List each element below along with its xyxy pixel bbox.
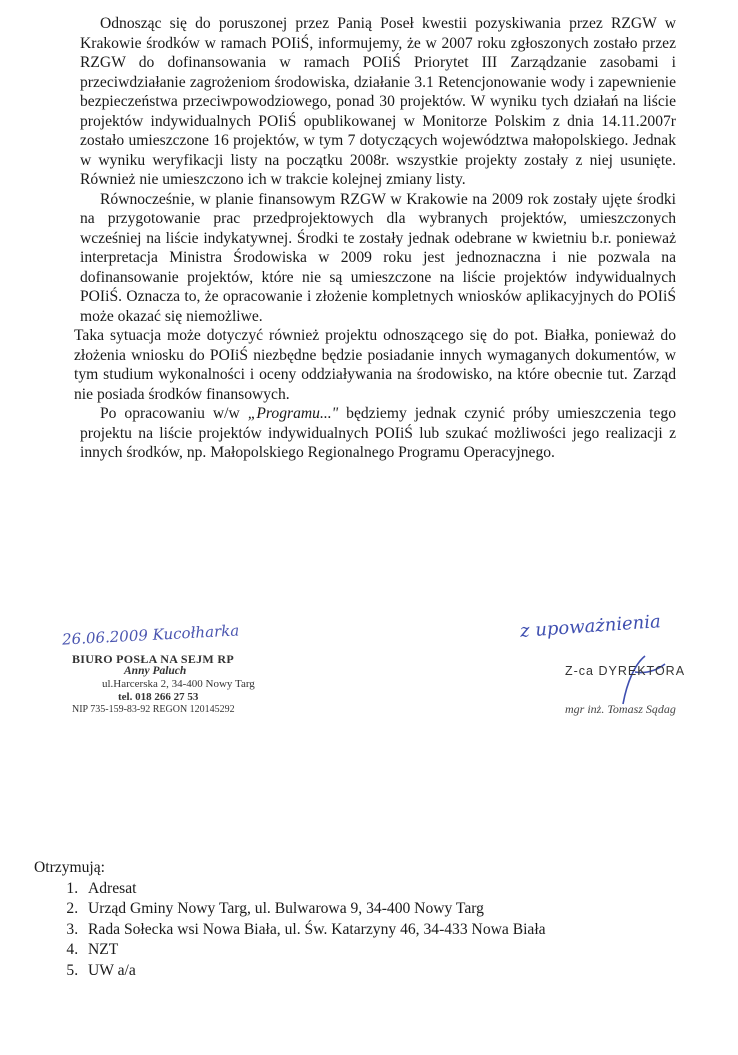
stamp-address: ul.Harcerska 2, 34-400 Nowy Targ [102, 678, 255, 690]
paragraph-4 [80, 404, 676, 463]
stamp-phone: tel. 018 266 27 53 [118, 691, 199, 703]
stamp-handwritten-note: 26.06.2009 Kucołharka [61, 621, 240, 649]
stamp-person-name: Anny Paluch [124, 665, 187, 677]
paragraph-1: Odnosząc się do poruszonej przez Panią Poseł kwestii pozyskiwania przez RZGW w Krakowie środków w ramach POIiŚ, informujemy, że w 2007 roku zgłoszonych zostało przez RZGW do dofinansowania w ramach POIiŚ Priorytet III Zarządzanie zasobami i przeciwdziałanie zagrożeniom środowiska, działanie 3.1 Retencjonowanie wody i zapewnienie bezpieczeństwa przeciwpowodziowego, ponad 30 projektów. W wyniku tych działań na liście projektów indywidualnych POIiŚ opublikowanej w Monitorze Polskim z dnia 14.11.2007r zostało umieszczone 16 projektów, w tym 7 dotyczących województwa małopolskiego. Jednak w wyniku weryfikacji listy na początku 2008r. wszystkie projekty zostały z niej usunięte. Również nie umieszczono ich w trakcie kolejnej zmiany listy. [80, 15, 676, 188]
director-title: Z-ca DYREKTORA [565, 664, 686, 678]
recipient-item: 4. NZT [82, 940, 546, 961]
director-name: mgr inż. Tomasz Sądag [565, 702, 676, 716]
paragraph-4-suffix: będziemy jednak czynić próby umieszczenia tego projektu na liście projektów indywidualnych POIiŚ lub szukać możliwości jego realizacji z innych środków, np. Małopolskiego Regionalnego Programu Operacyjnego. [80, 405, 676, 461]
paragraph-4-quote: „Programu..." [247, 405, 339, 422]
paragraph-4-prefix: Po opracowaniu w/w [100, 405, 248, 422]
recipient-item: 5. UW a/a [82, 961, 546, 982]
recipient-item: 2. Urząd Gminy Nowy Targ, ul. Bulwarowa 9, 34-400 Nowy Targ [82, 899, 546, 920]
signature-handwritten-note: z upoważnienia [519, 611, 662, 642]
stamp-nip-regon: NIP 735-159-83-92 REGON 120145292 [72, 704, 235, 715]
stamp-office-name: BIURO POSŁA NA SEJM RP [72, 652, 234, 666]
recipient-item: 3. Rada Sołecka wsi Nowa Biała, ul. Św. Katarzyny 46, 34-433 Nowa Biała [82, 920, 546, 941]
recipients-list [34, 879, 546, 982]
recipients-section [34, 858, 546, 981]
paragraph-2: Równocześnie, w planie finansowym RZGW w Krakowie na 2009 rok zostały ujęte środki na przygotowanie prac przedprojektowych dla wybranych projektów, umieszczonych wcześniej na liście indykatywnej. Środki te zostały jednak odebrane w kwietniu b.r. ponieważ interpretacja Ministra Środowiska w 2009 roku jest jednoznaczna i nie pozwala na dofinansowanie projektów, które nie są umieszczone na liście projektów indywidualnych POIiŚ. Oznacza to, że opracowanie i złożenie kompletnych wniosków aplikacyjnych do POIiŚ może okazać się niemożliwe. [80, 190, 676, 325]
recipients-heading: Otrzymują: [34, 859, 106, 876]
letter-body [74, 14, 676, 463]
paragraph-3: Taka sytuacja może dotyczyć również projektu odnoszącego się do pot. Białka, ponieważ do złożenia wniosku do POIiŚ niezbędne będzie posiadanie innych wymaganych dokumentów, w tym studium wykonalności i oceny oddziaływania na środowisko, na które obecnie tut. Zarząd nie posiada środków finansowych. [74, 327, 676, 403]
recipient-item: 1. Adresat [82, 879, 546, 900]
